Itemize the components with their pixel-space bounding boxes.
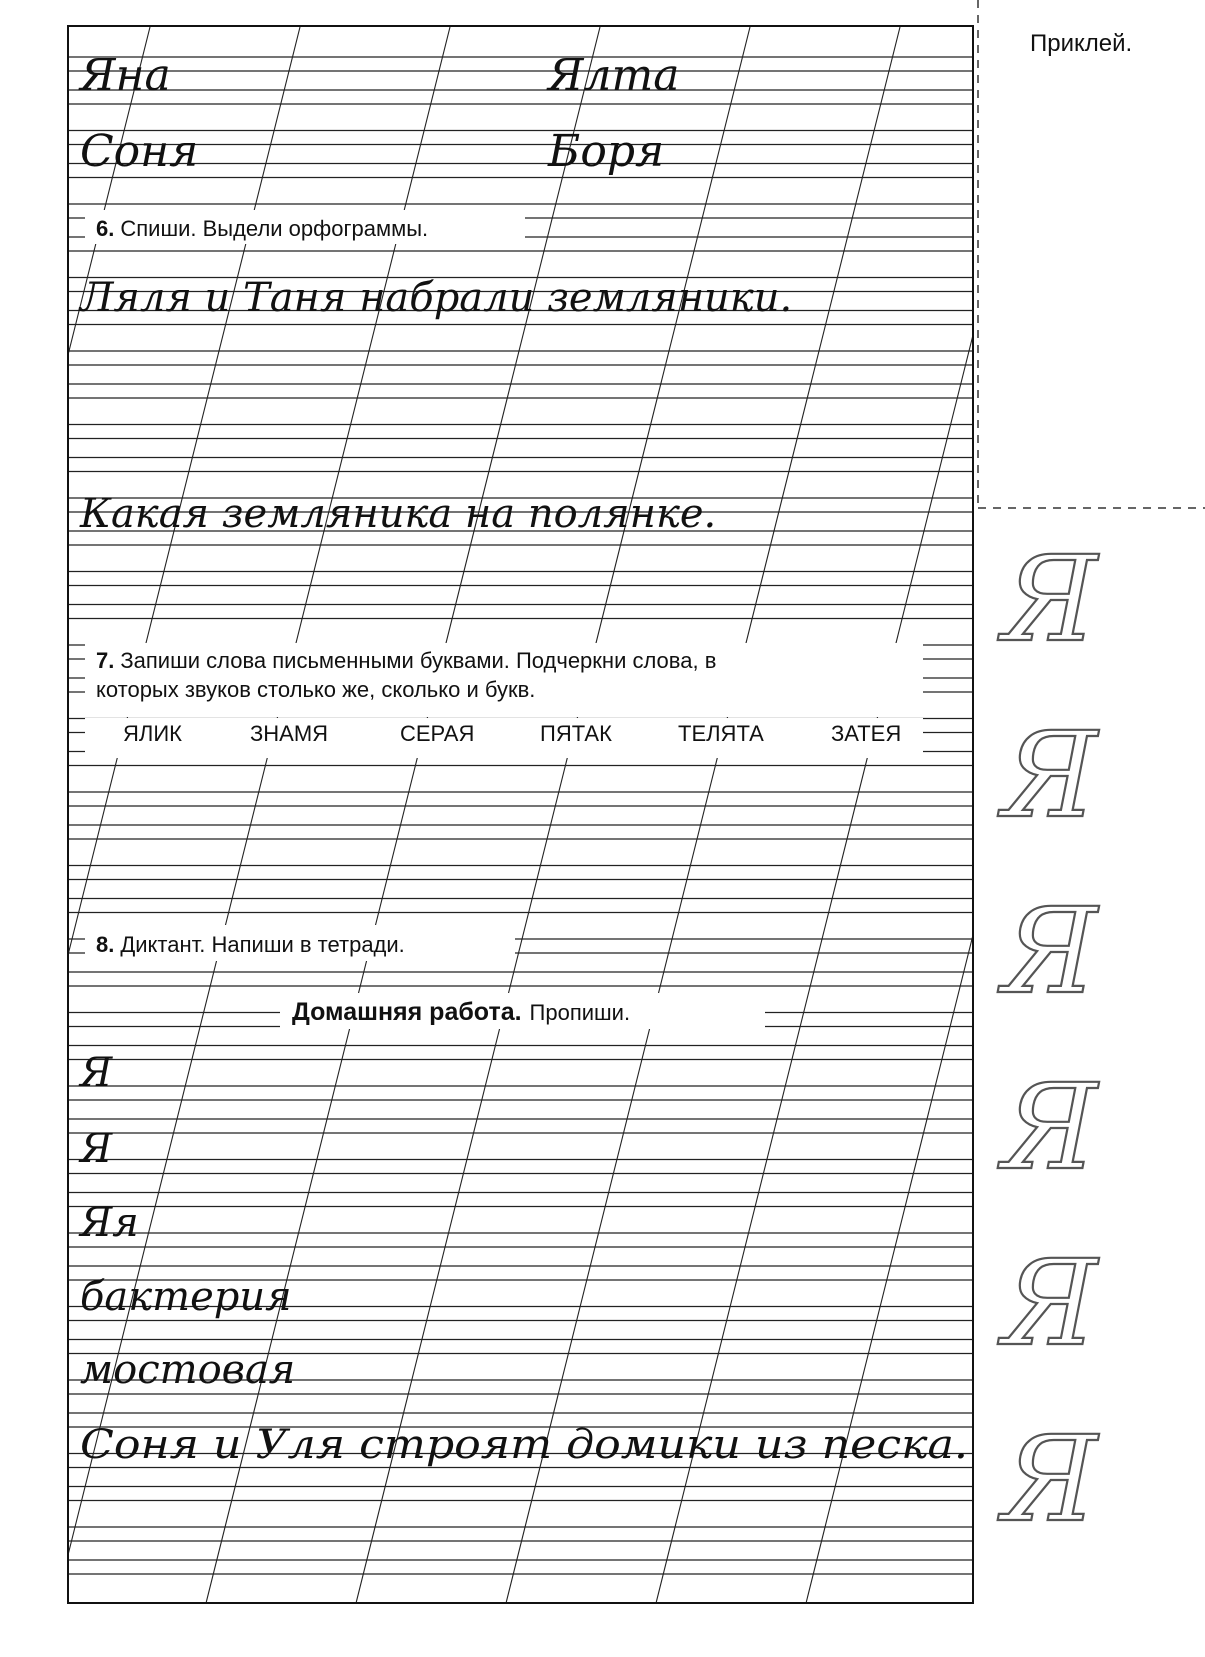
task-text: Спиши. Выдели орфограммы. xyxy=(120,216,429,241)
word-item: ЗНАМЯ xyxy=(250,721,329,746)
slant-line xyxy=(806,935,973,1602)
homework-sample: Яя xyxy=(80,1200,139,1246)
side-letter: Я xyxy=(1002,530,1098,668)
copy-word: Соня xyxy=(80,126,199,177)
word-item: ЗАТЕЯ xyxy=(831,721,902,746)
task-6-heading xyxy=(96,216,428,241)
copy-word: Ялта xyxy=(548,50,680,101)
side-letter-column xyxy=(997,530,1100,1548)
side-letter: Я xyxy=(1002,706,1098,844)
svg-text:7.Запиши слова письменными бук xyxy=(96,648,716,673)
homework-heading xyxy=(292,998,630,1026)
side-letter: Я xyxy=(1002,1234,1098,1372)
homework-sample: мостовая xyxy=(80,1347,296,1393)
svg-text:8.Диктант. Напиши в тетради. xyxy=(96,932,405,957)
copy-word: Боря xyxy=(548,126,665,177)
homework-sample: Я xyxy=(80,1050,113,1096)
word-item: ПЯТАК xyxy=(540,721,612,746)
homework-sample: Я xyxy=(80,1126,113,1172)
homework-sample: бактерия xyxy=(80,1274,292,1320)
task-text: которых звуков столько же, сколько и букв. xyxy=(96,677,536,702)
homework-sample: Соня и Уля строят домики из песка. xyxy=(80,1422,968,1468)
slant-line xyxy=(356,27,750,1602)
task-text: Запиши слова письменными буквами. Подчеркни слова, в xyxy=(120,648,717,673)
slant-line xyxy=(68,27,450,1555)
task-number: 8. xyxy=(96,932,115,957)
slant-line xyxy=(506,27,900,1602)
handwritten-sentence: Ляля и Таня набрали земляники. xyxy=(80,275,793,321)
svg-text:Домашняя работа.Пропиши. xyxy=(292,998,630,1026)
task-8-heading xyxy=(96,932,405,957)
paste-note: Приклей. xyxy=(1030,30,1133,57)
task-text: Диктант. Напиши в тетради. xyxy=(120,932,405,957)
homework-instruction: Пропиши. xyxy=(529,1000,631,1025)
task-number: 6. xyxy=(96,216,115,241)
word-item: СЕРАЯ xyxy=(400,721,475,746)
word-item: ТЕЛЯТА xyxy=(678,721,764,746)
homework-title: Домашняя работа. xyxy=(292,998,522,1026)
side-letter: Я xyxy=(1002,1058,1098,1196)
side-letter: Я xyxy=(1002,1410,1098,1548)
task-number: 7. xyxy=(96,648,115,673)
svg-text:6.Спиши. Выдели орфограммы. xyxy=(96,216,428,241)
side-letter: Я xyxy=(1002,882,1098,1020)
handwritten-sentence: Какая земляника на полянке. xyxy=(80,491,717,537)
copy-word: Яна xyxy=(80,50,171,101)
word-item: ЯЛИК xyxy=(123,721,182,746)
